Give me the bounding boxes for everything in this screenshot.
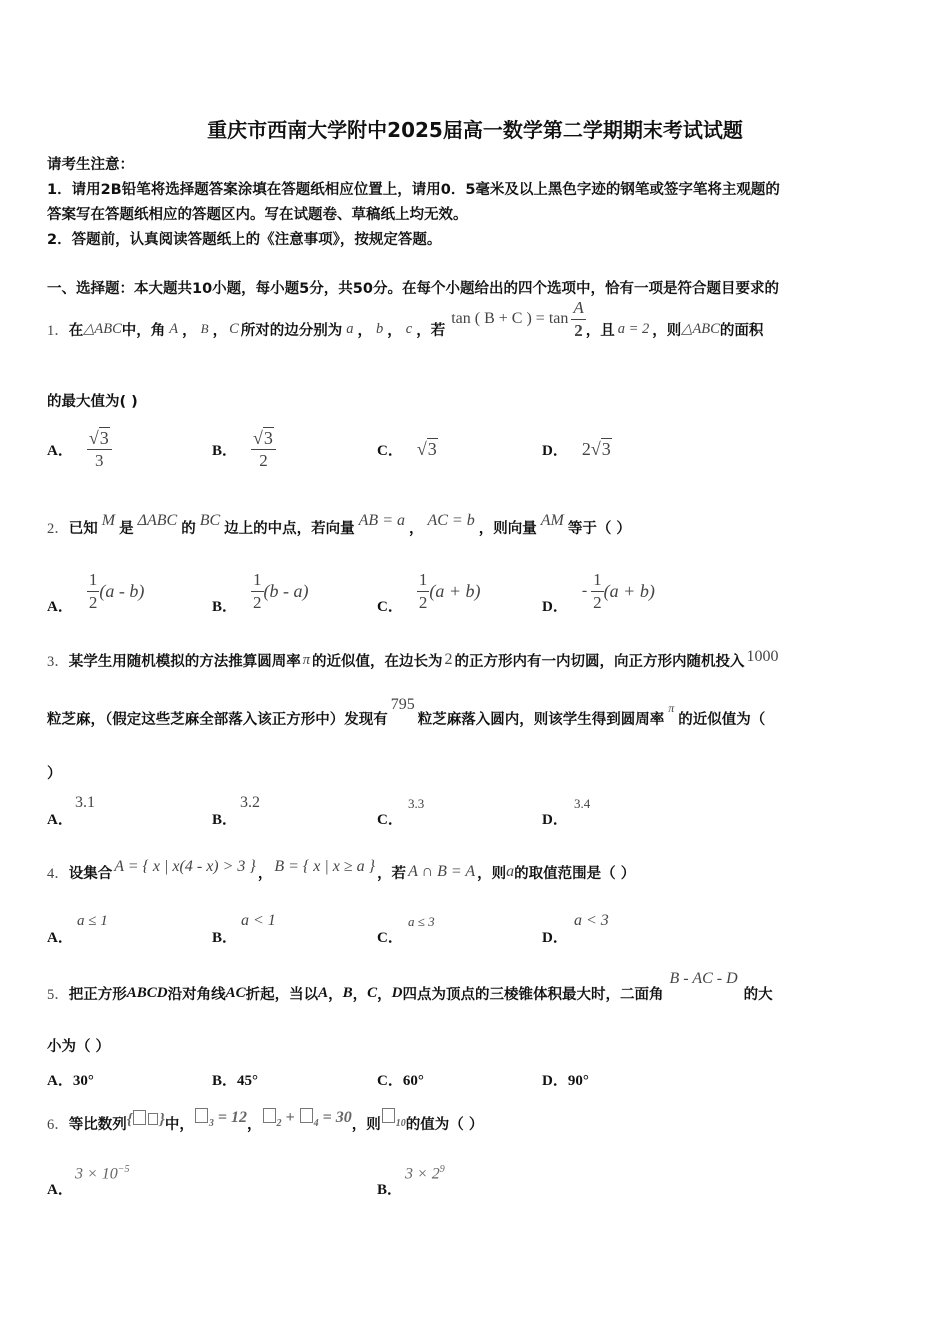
q3-text: 的近似值，在边长为 <box>312 653 443 670</box>
q3-option-d-value: 3.4 <box>574 796 591 811</box>
option-label: A． <box>47 930 73 946</box>
q1-tan-expression: tan ( B + C ) = tan <box>451 310 569 327</box>
q5-square: ABCD <box>126 984 168 1001</box>
q6-text: 中， <box>164 1116 194 1133</box>
q1-text: ，且 <box>585 322 615 339</box>
q2-text: 等于（ ） <box>567 520 631 537</box>
q2-option-a[interactable] <box>47 566 144 616</box>
option-label: C． <box>377 812 403 828</box>
q2-text: 的 <box>181 520 196 537</box>
q4-option-a-value: a ≤ 1 <box>77 913 108 929</box>
q3-side-length: 2 <box>444 651 453 668</box>
q3-pi: π <box>668 700 675 715</box>
q2-half: $\frac{1}{2}$ <box>88 569 98 612</box>
option-label: D． <box>542 812 568 828</box>
q2-half: $\frac{1}{2}$ <box>418 569 428 612</box>
q1-text: 所对的边分别为 <box>240 322 343 339</box>
q5-text: 把正方形 <box>68 986 127 1003</box>
q3-number: 3． <box>47 653 69 670</box>
q4-text: ，若 <box>377 865 407 882</box>
q4-comma: ， <box>257 865 273 882</box>
question-6 <box>47 1108 483 1138</box>
option-label: A． <box>47 599 73 615</box>
q1-comma: ， <box>212 322 228 339</box>
q3-text: 的正方形内有一内切圆，向正方形内随机投入 <box>454 653 745 670</box>
q1-option-d-value: 2√3 <box>581 438 611 459</box>
q1-option-b-value: $\frac{√3}{2}$ <box>251 427 276 472</box>
q1-side-c: c <box>405 320 413 337</box>
placeholder-glyph-icon <box>300 1108 313 1123</box>
q2-vector-ab: AB = a <box>358 512 405 529</box>
option-label: A． <box>47 442 73 459</box>
placeholder-glyph-icon <box>133 1110 146 1125</box>
q2-option-d-value: (a + b) <box>603 580 655 601</box>
question-3-line-2 <box>47 696 766 736</box>
q2-triangle: ΔABC <box>137 512 178 529</box>
placeholder-glyph-icon <box>148 1113 158 1125</box>
question-2 <box>47 512 631 542</box>
option-label: B． <box>212 812 238 828</box>
q1-triangle: △ABC <box>681 320 720 337</box>
q2-option-a-value: (a - b) <box>99 580 145 601</box>
notice-heading: 请考生注意： <box>47 157 134 173</box>
page-title: 重庆市西南大学附中2025届高一数学第二学期期末考试试题 <box>207 118 743 142</box>
q2-text: 是 <box>119 520 134 537</box>
q3-option-b-value: 3.2 <box>240 794 260 811</box>
q6-text: ，则 <box>351 1116 381 1133</box>
q2-text: 边上的中点，若向量 <box>224 520 355 537</box>
q5-point: C <box>367 984 378 1001</box>
q2-option-b-value: (b - a) <box>263 580 309 601</box>
option-label: B． <box>212 599 238 615</box>
q2-vector-am: AM <box>540 512 564 529</box>
option-label: B． <box>377 1182 403 1198</box>
q5-text: 折起，当以 <box>245 986 319 1003</box>
option-label: D． <box>542 930 568 946</box>
q4-condition: A ∩ B = A <box>408 863 476 880</box>
option-label: C． <box>377 930 403 946</box>
q1-text: ，若 <box>416 322 446 339</box>
q3-option-a-value: 3.1 <box>75 794 95 811</box>
q4-option-b-value: a < 1 <box>241 912 276 929</box>
q2-text: ，则向量 <box>478 520 537 537</box>
q3-text: 某学生用随机模拟的方法推算圆周率 <box>68 653 301 670</box>
q4-variable-a: a <box>506 863 515 880</box>
q5-option-b[interactable]: B．45° <box>212 1073 259 1089</box>
q6-text: 等比数列 <box>68 1116 127 1133</box>
placeholder-glyph-icon <box>195 1108 208 1123</box>
q4-text: 设集合 <box>68 865 113 882</box>
q3-total-count: 1000 <box>746 648 779 665</box>
q6-comma: ， <box>247 1116 262 1133</box>
q1-text: ，则 <box>652 322 682 339</box>
q2-option-c-value: (a + b) <box>429 580 481 601</box>
q1-number: 1． <box>47 322 69 339</box>
q1-text: 中，角 <box>121 322 166 339</box>
q4-text: 的取值范围是（ ） <box>514 865 636 882</box>
q2-option-d[interactable] <box>542 566 655 616</box>
q1-option-c[interactable] <box>377 424 438 474</box>
q3-text: 粒芝麻，（假定这些芝麻全部落入该正方形中）发现有 <box>47 711 388 728</box>
q1-text: 在 <box>68 322 84 339</box>
notice-line-3: 2．答题前，认真阅读答题纸上的《注意事项》，按规定答题。 <box>47 232 442 248</box>
q6-sequence: { } <box>126 1110 165 1128</box>
q5-option-a[interactable]: A．30° <box>47 1073 94 1089</box>
q5-number: 5． <box>47 986 69 1003</box>
q5-option-d[interactable]: D．90° <box>542 1073 589 1089</box>
q6-text: 的值为（ ） <box>405 1116 484 1133</box>
q2-half: $\frac{1}{2}$ <box>593 569 602 612</box>
option-label: B． <box>212 442 238 459</box>
question-5 <box>47 972 773 1014</box>
q1-angle-b: B <box>200 321 209 336</box>
option-label: D． <box>542 442 568 459</box>
q1-angle-a: A <box>169 320 179 337</box>
q1-side-a: a <box>346 320 354 337</box>
option-label: C． <box>377 599 403 615</box>
q2-number: 2． <box>47 520 69 537</box>
q5-text: 沿对角线 <box>167 986 226 1003</box>
option-label: D． <box>542 599 568 615</box>
q2-segment-bc: BC <box>199 512 221 529</box>
q3-pi: π <box>302 651 311 668</box>
q5-comma: ， <box>328 986 343 1003</box>
option-label: B． <box>212 930 238 946</box>
q2-option-c[interactable] <box>377 566 480 616</box>
q5-comma: ， <box>352 986 368 1003</box>
q5-comma: ， <box>377 986 392 1003</box>
placeholder-glyph-icon <box>382 1108 395 1123</box>
q6-option-b-value: $3 \times 2^9$ <box>405 1164 445 1183</box>
q6-number: 6． <box>47 1116 69 1133</box>
q1-triangle: △ABC <box>83 320 122 337</box>
q5-text: 的大 <box>743 986 773 1003</box>
q5-diagonal: AC <box>225 984 246 1001</box>
q4-text: ，则 <box>477 865 507 882</box>
q1-text-continued: 的最大值为( ) <box>47 394 138 410</box>
q5-text: 四点为顶点的三棱锥体积最大时，二面角 <box>402 986 664 1003</box>
notice-line-1: 1．请用2B铅笔将选择题答案涂填在答题纸相应位置上，请用0．5毫米及以上黑色字迹的钢笔或签字笔将主观题的 <box>47 182 780 198</box>
q1-angle-c: C <box>229 320 239 337</box>
q5-point: D <box>391 984 403 1001</box>
question-1 <box>47 297 764 358</box>
option-label: A． <box>47 812 73 828</box>
q6-term-a3: $_3$ = 12 <box>194 1108 247 1129</box>
question-4 <box>47 852 635 892</box>
q1-option-b[interactable] <box>212 424 276 474</box>
q4-set-a: A = { x | x(4 - x) > 3 } <box>114 858 256 875</box>
q2-minus-sign: - <box>581 582 588 599</box>
q4-set-b: B = { x | x ≥ a } <box>274 858 376 875</box>
q1-fraction: $\frac{A}{2}$ <box>573 297 584 340</box>
q4-option-c-value: a ≤ 3 <box>408 914 435 929</box>
q2-comma: ， <box>408 520 424 537</box>
q1-option-c-value: √3 <box>416 438 437 459</box>
q6-term-sum: $_2$ + $_4$ = 30 <box>262 1108 352 1129</box>
q1-text: 的面积 <box>719 322 764 339</box>
notice-line-2: 答案写在答题纸相应的答题区内。写在试题卷、草稿纸上均无效。 <box>47 207 468 223</box>
q1-comma: ， <box>357 322 373 339</box>
q1-side-b: b <box>376 320 384 337</box>
q6-option-a-value: $3 \times 10^{-5}$ <box>75 1164 130 1183</box>
q3-text: 粒芝麻落入圆内，则该学生得到圆周率 <box>417 711 665 728</box>
q1-comma: ， <box>182 322 197 339</box>
question-3 <box>47 648 779 672</box>
option-label: C． <box>377 442 403 459</box>
q2-text: 已知 <box>68 520 98 537</box>
q5-option-c[interactable]: C．60° <box>377 1073 424 1089</box>
q4-number: 4． <box>47 865 69 882</box>
q1-option-a-value: $\frac{√3}{3}$ <box>87 427 112 472</box>
q1-option-a[interactable] <box>47 424 112 474</box>
q3-option-c-value: 3.3 <box>408 796 425 811</box>
q5-point: A <box>318 984 329 1001</box>
q3-text: 的近似值为（ <box>678 711 766 728</box>
placeholder-glyph-icon <box>263 1108 276 1123</box>
q1-side-condition: a = 2 <box>617 320 650 337</box>
q1-option-d[interactable] <box>542 424 612 474</box>
section-heading: 一、选择题：本大题共10小题，每小题5分，共50分。在每个小题给出的四个选项中，恰有一项是符合题目要求的 <box>47 281 779 297</box>
q2-half: $\frac{1}{2}$ <box>253 569 262 612</box>
q1-condition-formula <box>451 297 586 342</box>
q5-point: B <box>342 984 353 1001</box>
q6-term-a10: 10 <box>381 1108 406 1129</box>
q5-dihedral-angle: B - AC - D <box>669 970 738 987</box>
q1-comma: ， <box>387 322 402 339</box>
q2-point-m: M <box>101 512 116 529</box>
q5-text-continued: 小为（ ） <box>47 1039 111 1055</box>
q3-inside-count: 795 <box>390 696 415 713</box>
q2-option-b[interactable] <box>212 566 309 616</box>
option-label: A． <box>47 1182 73 1198</box>
q2-vector-ac: AC = b <box>427 512 475 529</box>
q4-option-d-value: a < 3 <box>574 912 609 929</box>
q3-closing: ） <box>47 766 62 782</box>
